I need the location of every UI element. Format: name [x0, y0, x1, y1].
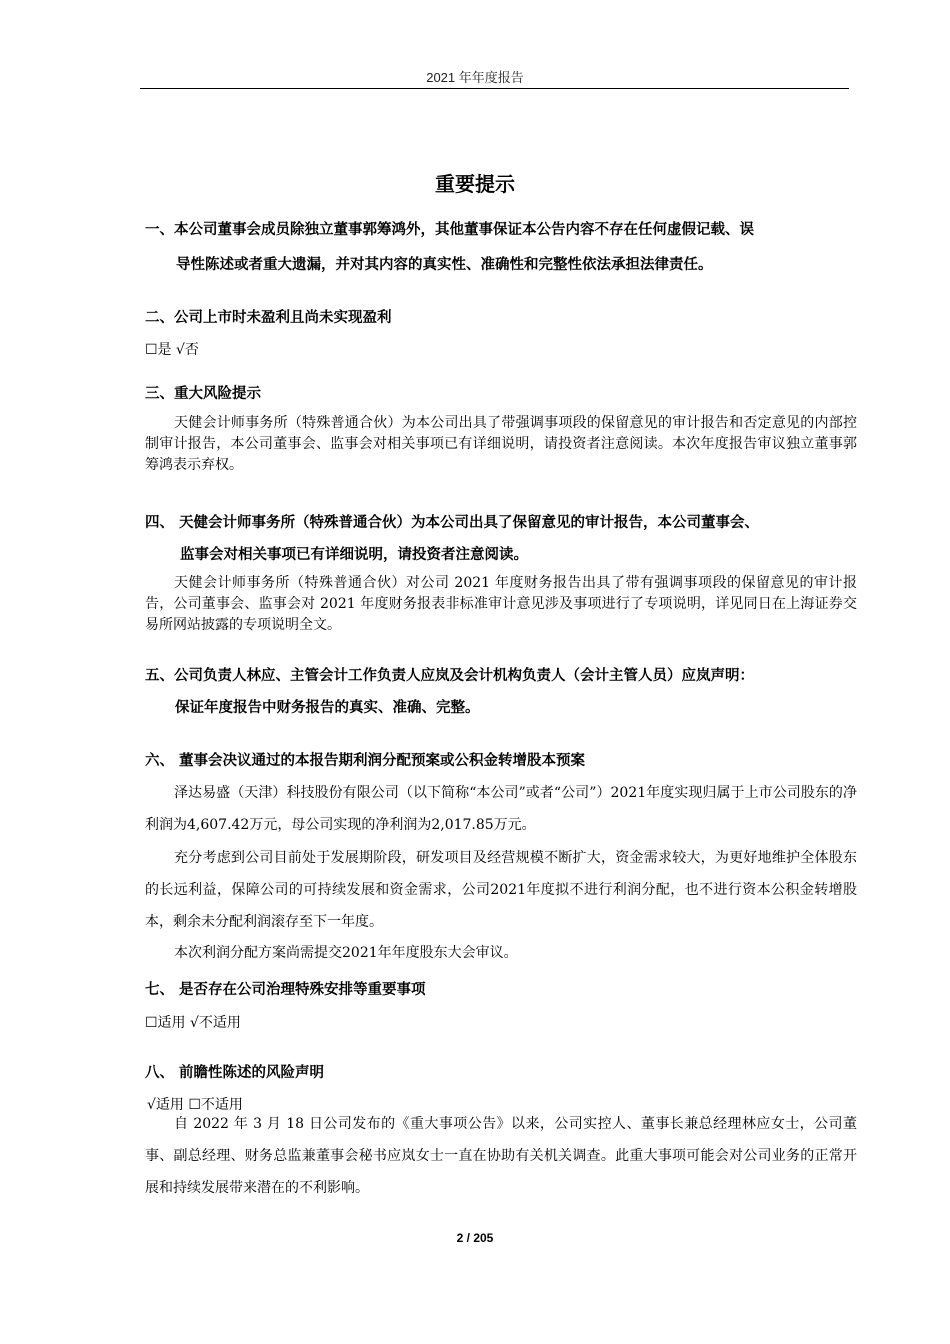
section-2-options: ☐是 √否: [145, 342, 199, 358]
page-title: 重要提示: [435, 172, 515, 196]
section-3-heading: 三、重大风险提示: [145, 386, 261, 402]
section-6-heading: 六、 董事会决议通过的本报告期利润分配预案或公积金转增股本预案: [145, 753, 586, 769]
running-header: 2021 年年度报告: [426, 70, 524, 85]
section-5-line-1: 五、公司负责人林应、主管会计工作负责人应岚及会计机构负责人（会计主管人员）应岚声明：: [145, 668, 754, 684]
section-6-paragraph-1: 泽达易盛（天津）科技股份有限公司（以下简称“本公司”或者“公司”）2021年度实现归属于上市公司股东的净利润为4,607.42万元，母公司实现的净利润为2,017.85万元。: [145, 785, 857, 833]
header-rule: [140, 88, 849, 89]
section-6-paragraph-3: 本次利润分配方案尚需提交2021年年度股东大会审议。: [174, 945, 518, 961]
section-1-line-2: 导性陈述或者重大遗漏，并对其内容的真实性、准确性和完整性依法承担法律责任。: [176, 257, 713, 273]
page-number: 2 / 205: [456, 1231, 494, 1245]
section-6-paragraph-2: 充分考虑到公司目前处于发展期阶段，研发项目及经营规模不断扩大，资金需求较大，为更好地维护全体股东的长远利益，保障公司的可持续发展和资金需求，公司2021年度拟不进行利润分配，也不进行资本公积金转增股本，剩余未分配利润滚存至下一年度。: [145, 850, 857, 930]
section-8-heading: 八、 前瞻性陈述的风险声明: [145, 1065, 325, 1081]
section-4-body: 天健会计师事务所（特殊普通合伙）对公司 2021 年度财务报告出具了带有强调事项段的保留意见的审计报告，公司董事会、监事会对 2021 年度财务报表非标准审计意见涉及事项进行了专项说明，详见同日在上海证券交易所网站披露的专项说明全文。: [145, 575, 857, 633]
section-7-options: ☐适用 √不适用: [145, 1015, 241, 1031]
section-3-body: 天健会计师事务所（特殊普通合伙）为本公司出具了带强调事项段的保留意见的审计报告和否定意见的内部控制审计报告，本公司董事会、监事会对相关事项已有详细说明，请投资者注意阅读。本次年度报告审议独立董事郭筹鸿表示弃权。: [145, 415, 857, 473]
section-4-line-2: 监事会对相关事项已有详细说明，请投资者注意阅读。: [180, 547, 528, 563]
section-1-line-1: 一、本公司董事会成员除独立董事郭筹鸿外，其他董事保证本公告内容不存在任何虚假记载、误: [145, 222, 754, 238]
section-8-body: 自 2022 年 3 月 18 日公司发布的《重大事项公告》以来，公司实控人、董事长兼总经理林应女士，公司董事、副总经理、财务总监兼董事会秘书应岚女士一直在协助有关机关调查。此重大事项可能会对公司业务的正常开展和持续发展带来潜在的不利影响。: [145, 1116, 857, 1196]
section-2-heading: 二、公司上市时未盈利且尚未实现盈利: [145, 310, 392, 326]
section-7-heading: 七、 是否存在公司治理特殊安排等重要事项: [145, 982, 426, 998]
section-5-line-2: 保证年度报告中财务报告的真实、准确、完整。: [175, 700, 480, 716]
section-8-options: √适用 ☐不适用: [147, 1097, 243, 1113]
section-4-line-1: 四、 天健会计师事务所（特殊普通合伙）为本公司出具了保留意见的审计报告，本公司董事会、: [145, 515, 760, 531]
